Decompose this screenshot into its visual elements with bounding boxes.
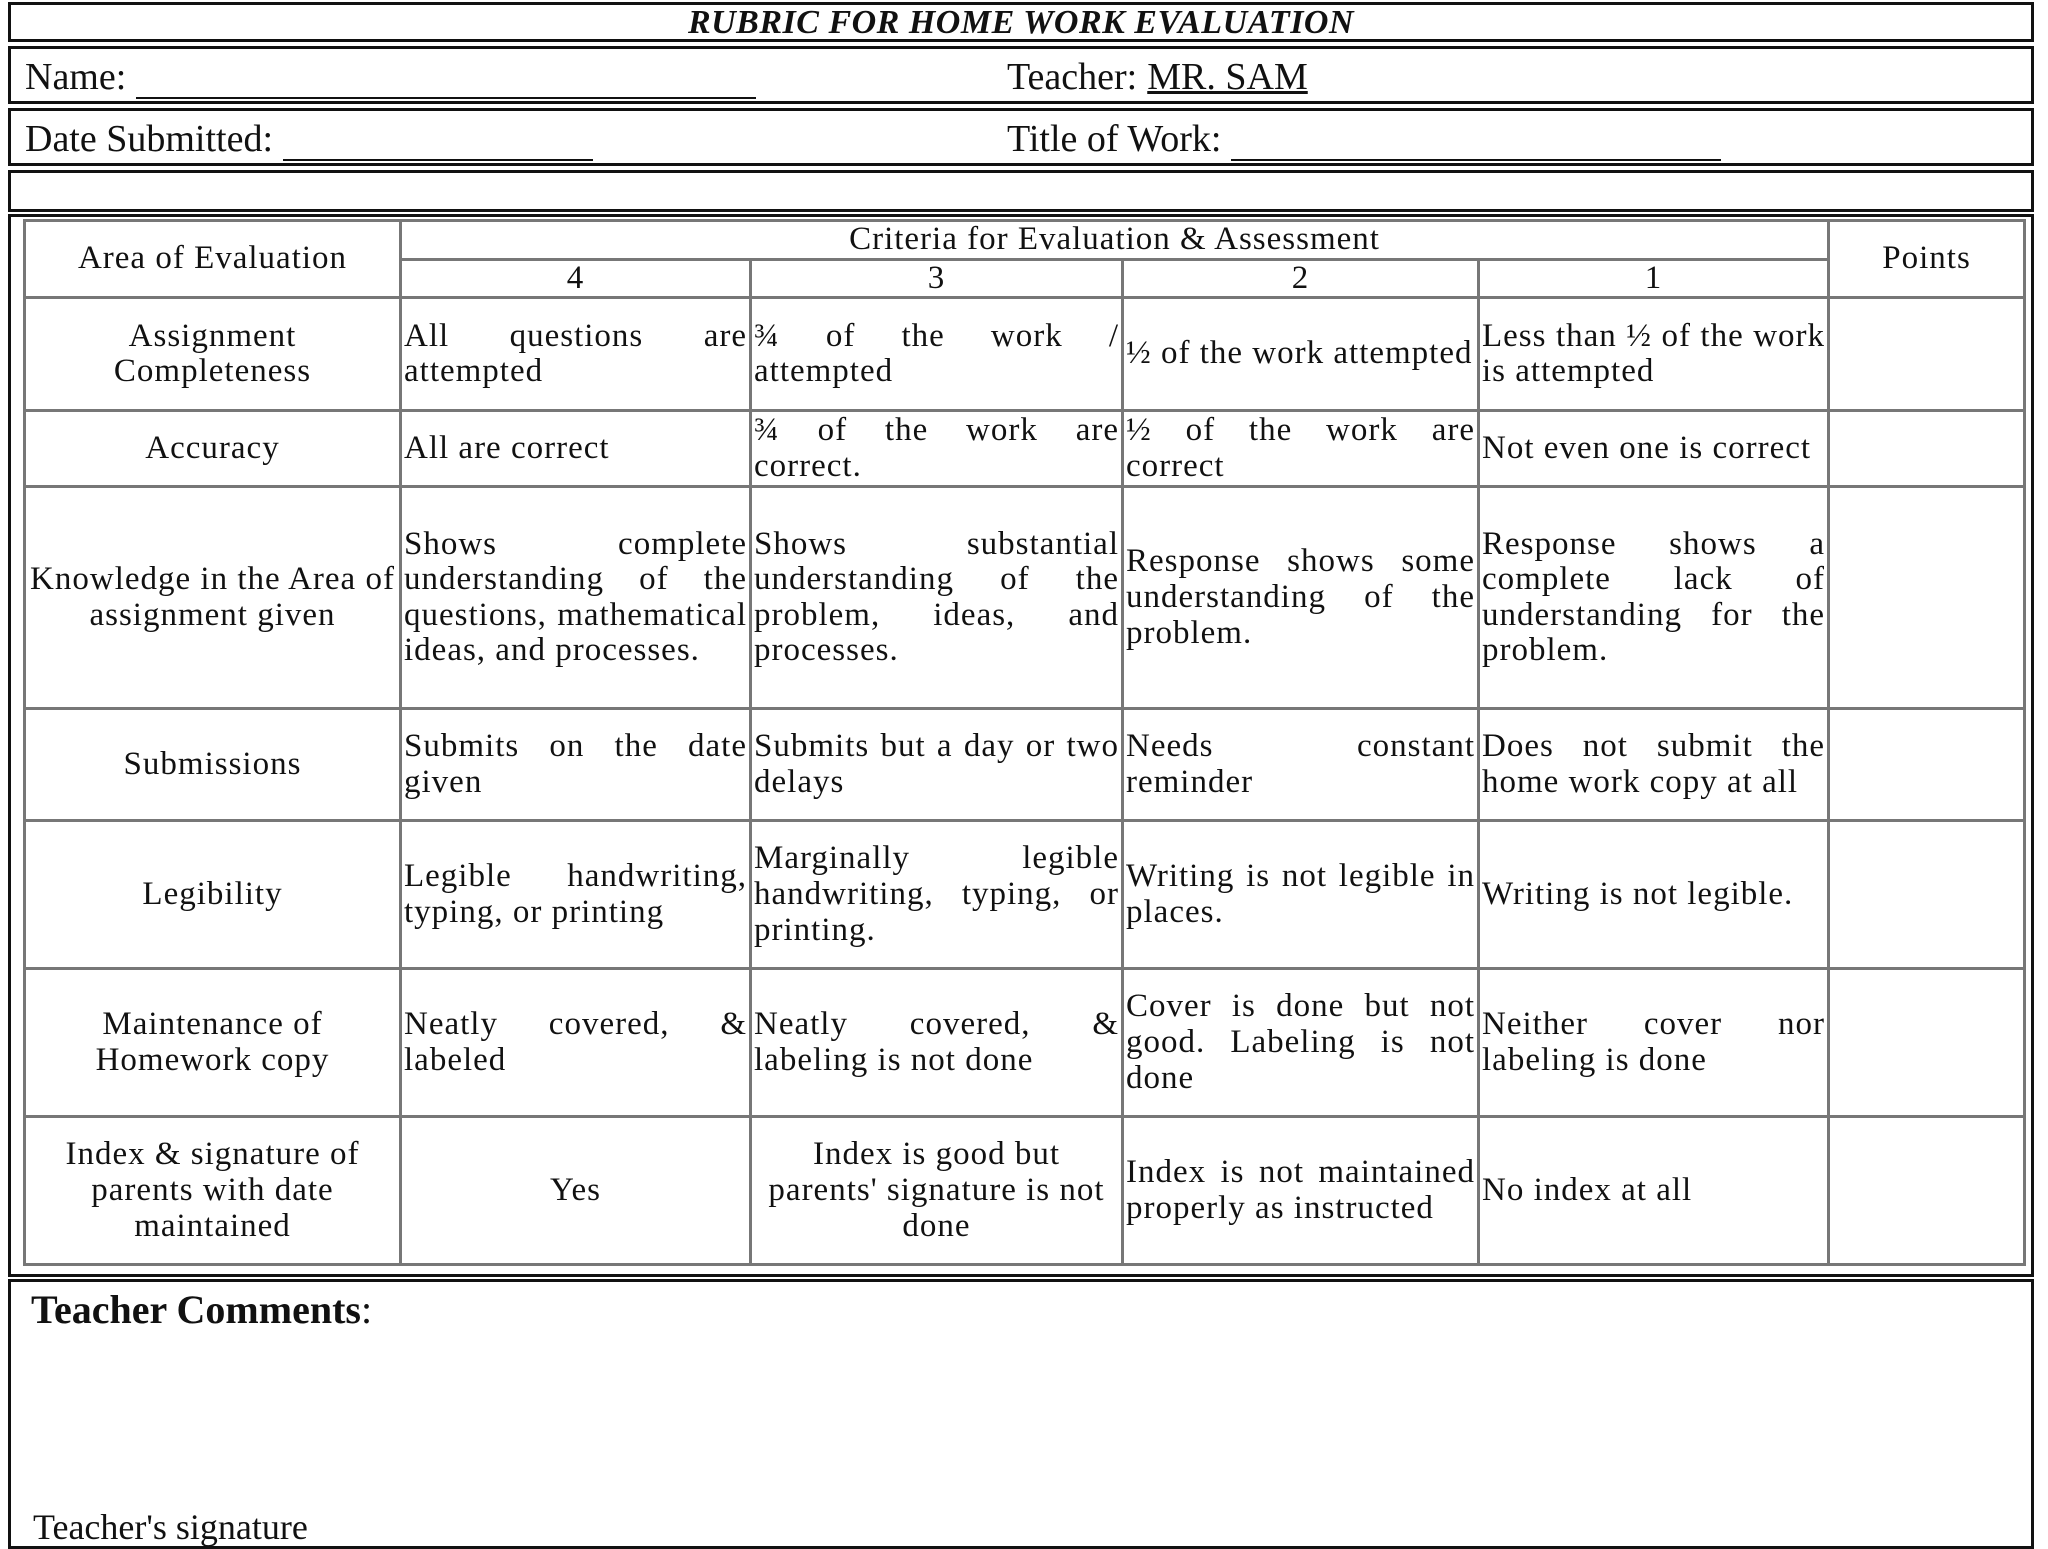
- area-cell: Legibility: [25, 821, 401, 969]
- criteria-1-cell: Does not submit the home work copy at all: [1479, 709, 1829, 821]
- spacer-row: [8, 170, 2034, 212]
- criteria-2-cell: Index is not maintained properly as instructed: [1123, 1117, 1479, 1265]
- criteria-4-cell: Neatly covered, & labeled: [401, 969, 751, 1117]
- criteria-4-cell: All questions are attempted: [401, 298, 751, 411]
- teacher-signature-label: Teacher's signature: [33, 1507, 308, 1547]
- points-cell[interactable]: [1829, 487, 2025, 709]
- title-of-work-field: [1007, 117, 1721, 161]
- points-cell[interactable]: [1829, 411, 2025, 487]
- table-row: [25, 969, 2025, 1117]
- area-cell: Index & signature of parents with date maintained: [25, 1117, 401, 1265]
- criteria-1-cell: Response shows a complete lack of understanding for the problem.: [1479, 487, 1829, 709]
- teacher-field: [1007, 55, 1308, 99]
- points-cell[interactable]: [1829, 298, 2025, 411]
- criteria-2-cell: Needs constant reminder: [1123, 709, 1479, 821]
- name-field: [25, 55, 756, 99]
- rubric-sheet: [4, 0, 2040, 1547]
- table-row: [25, 487, 2025, 709]
- rubric-table-frame: [8, 214, 2034, 1277]
- area-cell: Assignment Completeness: [25, 298, 401, 411]
- criteria-header: Criteria for Evaluation & Assessment: [401, 221, 1829, 260]
- level-1-header: 1: [1479, 259, 1829, 298]
- criteria-3-cell: Marginally legible handwriting, typing, or printing.: [751, 821, 1123, 969]
- table-row: [25, 411, 2025, 487]
- level-3-header: 3: [751, 259, 1123, 298]
- criteria-3-cell: Neatly covered, & labeling is not done: [751, 969, 1123, 1117]
- criteria-4-cell: All are correct: [401, 411, 751, 487]
- area-of-evaluation-header: Area of Evaluation: [25, 221, 401, 298]
- criteria-3-cell: Index is good but parents' signature is not done: [751, 1117, 1123, 1265]
- criteria-2-cell: ½ of the work attempted: [1123, 298, 1479, 411]
- criteria-4-cell: Legible handwriting, typing, or printing: [401, 821, 751, 969]
- level-2-header: 2: [1123, 259, 1479, 298]
- points-cell[interactable]: [1829, 709, 2025, 821]
- date-field: [25, 117, 593, 161]
- area-cell: Accuracy: [25, 411, 401, 487]
- criteria-3-cell: Submits but a day or two delays: [751, 709, 1123, 821]
- table-row: [25, 298, 2025, 411]
- criteria-4-cell: Shows complete understanding of the questions, mathematical ideas, and processes.: [401, 487, 751, 709]
- criteria-1-cell: Writing is not legible.: [1479, 821, 1829, 969]
- teacher-comments-text: Teacher Comments: [31, 1287, 361, 1332]
- teacher-comments-colon: :: [360, 1287, 373, 1332]
- area-cell: Knowledge in the Area of assignment given: [25, 487, 401, 709]
- teacher-comments-label: [31, 1286, 372, 1333]
- points-cell[interactable]: [1829, 969, 2025, 1117]
- level-4-header: 4: [401, 259, 751, 298]
- criteria-1-cell: Not even one is correct: [1479, 411, 1829, 487]
- header-row-top: [25, 221, 2025, 260]
- teacher-label: Teacher:: [1007, 56, 1138, 98]
- table-row: [25, 1117, 2025, 1265]
- criteria-2-cell: Cover is done but not good. Labeling is not done: [1123, 969, 1479, 1117]
- teacher-value: MR. SAM: [1147, 56, 1308, 98]
- area-cell: Maintenance of Homework copy: [25, 969, 401, 1117]
- area-cell: Submissions: [25, 709, 401, 821]
- points-header: Points: [1829, 221, 2025, 298]
- document-title: RUBRIC FOR HOME WORK EVALUATION: [8, 2, 2034, 42]
- criteria-4-cell: Yes: [401, 1117, 751, 1265]
- points-cell[interactable]: [1829, 1117, 2025, 1265]
- criteria-3-cell: ¾ of the work / attempted: [751, 298, 1123, 411]
- criteria-4-cell: Submits on the date given: [401, 709, 751, 821]
- title-of-work-blank-line[interactable]: [1231, 123, 1721, 161]
- name-teacher-row: [8, 46, 2034, 104]
- teacher-comments-box[interactable]: [8, 1279, 2034, 1549]
- name-blank-line[interactable]: [136, 61, 756, 99]
- criteria-3-cell: Shows substantial understanding of the problem, ideas, and processes.: [751, 487, 1123, 709]
- criteria-2-cell: ½ of the work are correct: [1123, 411, 1479, 487]
- criteria-2-cell: Response shows some understanding of the problem.: [1123, 487, 1479, 709]
- rubric-table: [23, 219, 2026, 1266]
- table-row: [25, 709, 2025, 821]
- date-submitted-label: Date Submitted:: [25, 118, 274, 160]
- date-blank-line[interactable]: [283, 123, 593, 161]
- criteria-1-cell: Less than ½ of the work is attempted: [1479, 298, 1829, 411]
- date-title-row: [8, 108, 2034, 166]
- points-cell[interactable]: [1829, 821, 2025, 969]
- title-of-work-label: Title of Work:: [1007, 118, 1222, 160]
- criteria-3-cell: ¾ of the work are correct.: [751, 411, 1123, 487]
- criteria-1-cell: No index at all: [1479, 1117, 1829, 1265]
- name-label: Name:: [25, 56, 127, 98]
- table-row: [25, 821, 2025, 969]
- criteria-2-cell: Writing is not legible in places.: [1123, 821, 1479, 969]
- criteria-1-cell: Neither cover nor labeling is done: [1479, 969, 1829, 1117]
